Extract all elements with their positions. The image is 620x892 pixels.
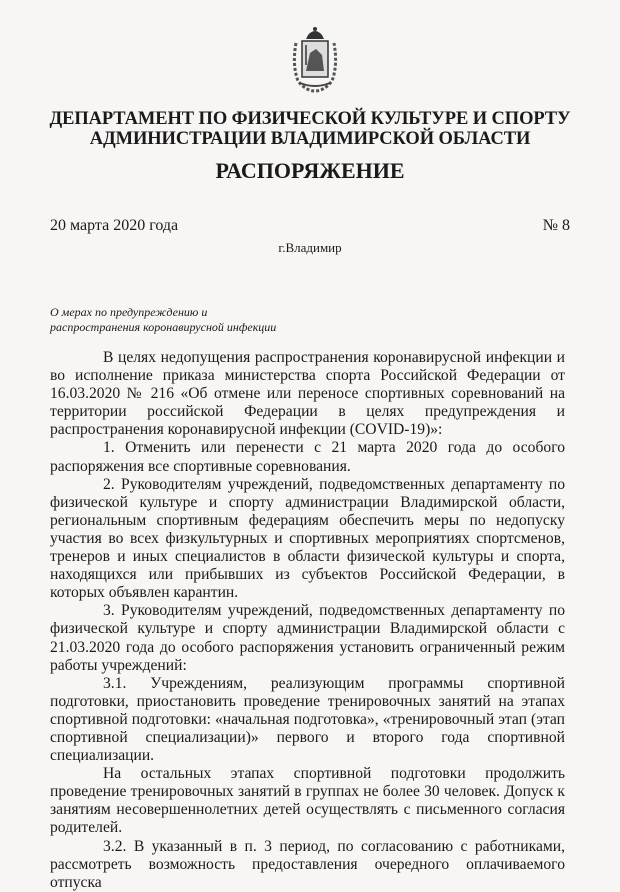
document-subject bbox=[50, 305, 276, 334]
coat-of-arms-icon bbox=[288, 25, 342, 93]
department-name bbox=[0, 109, 620, 149]
subject-line-1: О мерах по предупреждению и bbox=[50, 305, 208, 319]
paragraph-2: 2. Руководителям учреждений, подведомственных департаменту по физической культуре и спорту администрации Владимирской области, региональным спортивным федерациям обеспечить меры по недопуску участия во всех физкультурных и спортивных мероприятиях спортсменов, тренеров и иных специалистов в области физической культуры и спорта, находящихся или прибывших из субъектов Российской Федерации, в которых объявлен карантин. bbox=[50, 475, 565, 602]
document-date: 20 марта 2020 года bbox=[50, 217, 179, 234]
department-line-1: ДЕПАРТАМЕНТ ПО ФИЗИЧЕСКОЙ КУЛЬТУРЕ И СПОРТУ bbox=[49, 109, 571, 129]
paragraph-3-1: 3.1. Учреждениям, реализующим программы спортивной подготовки, приостановить проведение тренировочных занятий на этапах спортивной подготовки: «начальная подготовка», «тренировочный этап (этап спортивной специализации)» первого и второго года спортивной специализации. bbox=[50, 674, 565, 765]
document-city: г.Владимир bbox=[278, 240, 342, 255]
paragraph-3: 3. Руководителям учреждений, подведомственных департаменту по физической культуре и спорту администрации Владимирской области с 21.03.2020 года до особого распоряжения установить ограниченный режим работы учреждений: bbox=[50, 602, 565, 674]
document-type-title: РАСПОРЯЖЕНИЕ bbox=[215, 158, 405, 183]
paragraph-3-2: 3.2. В указанный в п. 3 период, по согласованию с работниками, рассмотреть возможность предоставления очередного оплачиваемого отпуска bbox=[50, 837, 565, 891]
document-body bbox=[50, 349, 565, 892]
subject-line-2: распространения коронавирусной инфекции bbox=[50, 319, 277, 334]
paragraph-1: 1. Отменить или перенести с 21 марта 2020 года до особого распоряжения все спортивные соревнования. bbox=[50, 439, 565, 475]
document-number: № 8 bbox=[542, 217, 570, 234]
department-line-2: АДМИНИСТРАЦИИ ВЛАДИМИРСКОЙ ОБЛАСТИ bbox=[89, 129, 531, 149]
paragraph-preamble: В целях недопущения распространения коронавирусной инфекции и во исполнение приказа министерства спорта Российской Федерации от 16.03.2020 № 216 «Об отмене или переносе спортивных соревнований на территории российской Федерации в целях предупреждения и распространения коронавирусной инфекции (COVID-19)»: bbox=[50, 349, 565, 439]
paragraph-3-1-continued: На остальных этапах спортивной подготовки продолжить проведение тренировочных занятий в группах не более 30 человек. Допуск к занятиям несовершеннолетних детей осуществлять с письменного согласия родителей. bbox=[50, 765, 565, 837]
